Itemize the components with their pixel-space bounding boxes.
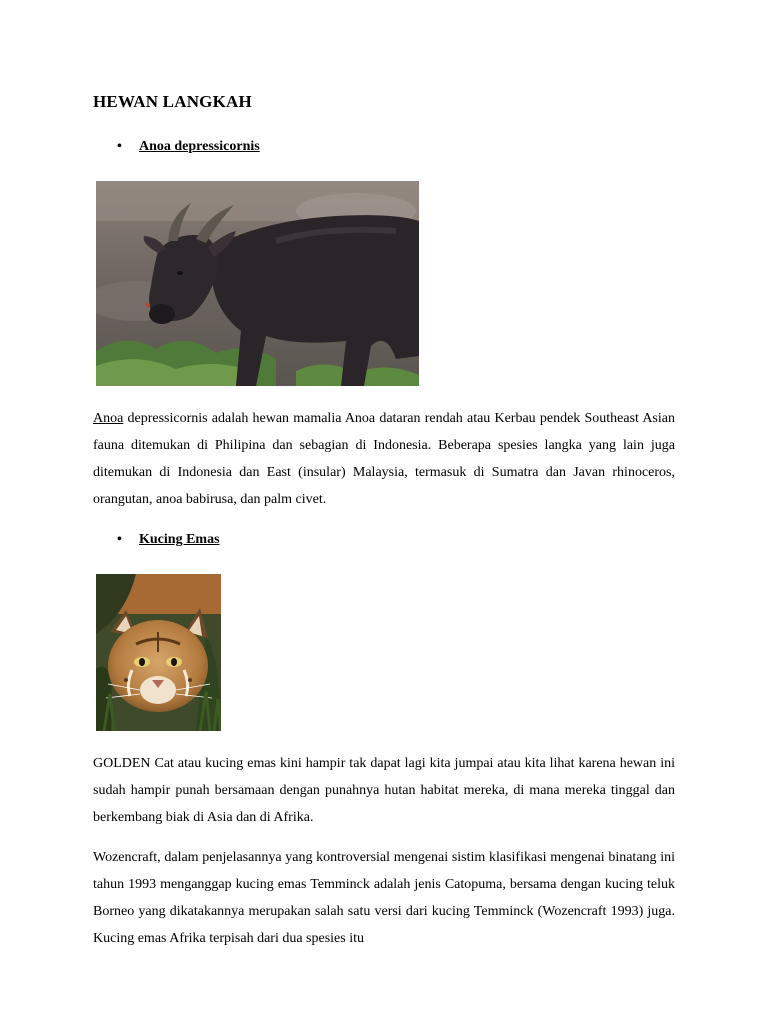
paragraph-text: GOLDEN Cat atau kucing emas kini hampir tak dapat lagi kita jumpai atau kita lihat karena hewan ini sudah hampir punah bersamaan dengan punahnya hutan habitat mereka, di mana mereka tinggal dan berkembang biak di Asia dan di Afrika.: [93, 756, 675, 825]
anoa-photo: [96, 181, 419, 386]
paragraph-text: Wozencraft, dalam penjelasannya yang kontroversial mengenai sistim klasifikasi mengenai binatang ini tahun 1993 menganggap kucing emas Temminck adalah jenis Catopuma, bersama dengan kucing teluk Borneo yang dikatakannya merupakan salah satu versi dari kucing Temminck (Wozencraft 1993) juga. Kucing emas Afrika terpisah dari dua spesies itu: [93, 850, 675, 946]
section-heading-kucing-emas: [117, 532, 220, 548]
anoa-link-text: Anoa: [93, 411, 124, 426]
section-heading-label: Anoa depressicornis: [139, 139, 260, 154]
section-heading-label: Kucing Emas: [139, 532, 220, 547]
section-heading-anoa: [117, 139, 260, 155]
paragraph-golden-cat-2: [93, 844, 675, 952]
bullet-icon: •: [117, 532, 122, 547]
page-title: HEWAN LANGKAH: [93, 92, 252, 111]
golden-cat-photo: [96, 574, 221, 731]
paragraph-anoa: [93, 405, 675, 513]
paragraph-text: depressicornis adalah hewan mamalia Anoa dataran rendah atau Kerbau pendek Southeast Asian fauna ditemukan di Philipina dan sebagian di Indonesia. Beberapa spesies langka yang lain juga ditemukan di Indonesia dan East (insular) Malaysia, termasuk di Sumatra dan Javan rhinoceros, orangutan, anoa babirusa, dan palm civet.: [93, 411, 675, 507]
paragraph-golden-cat-1: [93, 750, 675, 831]
bullet-icon: •: [117, 139, 122, 154]
